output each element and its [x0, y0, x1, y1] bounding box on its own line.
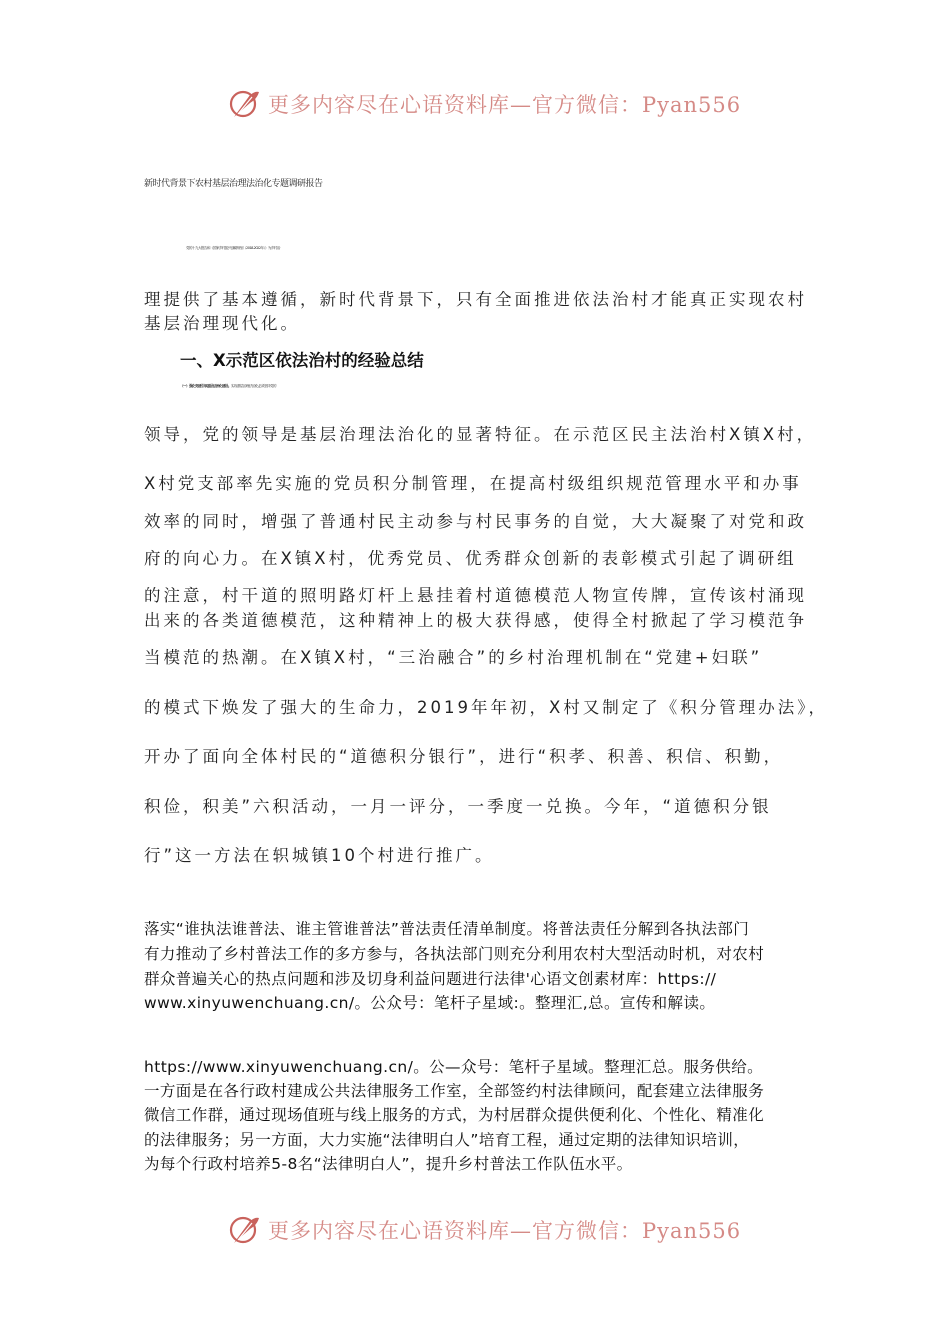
para1-line-9: 的模式下焕发了强大的生命力，2019年年初，X村又制定了《积分管理办法》，	[144, 698, 829, 717]
intro-line-3: 基层治理现代化。	[144, 314, 300, 333]
intro-line-1: 党的十九大报告和《国家乡村振兴战略规划（2018-2022年）》为乡村治	[186, 246, 280, 250]
footer-banner	[228, 1210, 748, 1250]
para1-line-1	[180, 384, 850, 389]
para3-line-2: https://www.xinyuwenchuang.cn/。公—众号：笔杆子星域。整理汇总。服务供给。	[144, 1058, 764, 1076]
para3-line-3: 一方面是在各行政村建成公共法律服务工作室，全部签约村法律顾问，配套建立法律服务	[144, 1082, 765, 1100]
para1-line-2: 领导，党的领导是基层治理法治化的显著特征。在示范区民主法治村X镇X村，	[144, 425, 817, 444]
para1-line-4: 效率的同时，增强了普通村民主动参与村民事务的自觉，大大凝聚了对党和政	[144, 512, 807, 531]
document-title: 新时代背景下农村基层治理法治化专题调研报告	[144, 179, 323, 189]
section-heading: 一、X示范区依法治村的经验总结	[180, 351, 424, 370]
para3-line-4: 微信工作群，通过现场值班与线上服务的方式，为村居群众提供便利化、个性化、精准化	[144, 1106, 765, 1124]
para1-first-rest: 实现基层治理法治化必须坚持党的	[231, 384, 276, 388]
para3-line-5: 的法律服务；另一方面，大力实施“法律明白人”培育工程，通过定期的法律知识培训，	[144, 1131, 750, 1149]
quill-logo-icon	[228, 1213, 262, 1247]
para1-line-7: 出来的各类道德模范，这种精神上的极大获得感，使得全村掀起了学习模范争	[144, 611, 807, 630]
footer-banner-text: 更多内容尽在心语资料库—官方微信：Pyan556	[268, 1219, 742, 1243]
para2-line-3: 有力推动了乡村普法工作的多方参与，各执法部门则充分利用农村大型活动时机，对农村	[144, 945, 765, 963]
header-banner	[228, 84, 748, 124]
header-banner-text: 更多内容尽在心语资料库—官方微信：Pyan556	[268, 93, 742, 117]
para3-line-6: 为每个行政村培养5-8名“法律明白人”，提升乡村普法工作队伍水平。	[144, 1155, 633, 1173]
para2-line-5: www.xinyuwenchuang.cn/。公众号：笔杆子星域:。整理汇,总。宣传和解读。	[144, 994, 716, 1012]
para1-line-11: 积俭，积美”六积活动，一月一评分，一季度一兑换。今年，“道德积分银	[144, 797, 772, 816]
para1-line-8: 当模范的热潮。在X镇X村，“三治融合”的乡村治理机制在“党建+妇联”	[144, 648, 763, 667]
para1-lead: （一）强化党建引领基层法治化建设。	[180, 384, 231, 388]
quill-logo-icon	[228, 87, 262, 121]
intro-line-2: 理提供了基本遵循，新时代背景下，只有全面推进依法治村才能真正实现农村	[144, 290, 807, 309]
para2-line-4: 群众普遍关心的热点问题和涉及切身利益问题进行法律'心语文创素材库：https://	[144, 970, 717, 988]
para1-line-12: 行”这一方法在轵城镇10个村进行推广。	[144, 846, 495, 865]
para1-line-3: X村党支部率先实施的党员积分制管理，在提高村级组织规范管理水平和办事	[144, 474, 802, 493]
para2-line-2: 落实“谁执法谁普法、谁主管谁普法”普法责任清单制度。将普法责任分解到各执法部门	[144, 920, 750, 938]
para1-line-5: 府的向心力。在X镇X村，优秀党员、优秀群众创新的表彰模式引起了调研组	[144, 549, 797, 568]
para1-line-6: 的注意，村干道的照明路灯杆上悬挂着村道德模范人物宣传牌，宣传该村涌现	[144, 586, 807, 605]
para1-line-10: 开办了面向全体村民的“道德积分银行”，进行“积孝、积善、积信、积勤，	[144, 747, 784, 766]
